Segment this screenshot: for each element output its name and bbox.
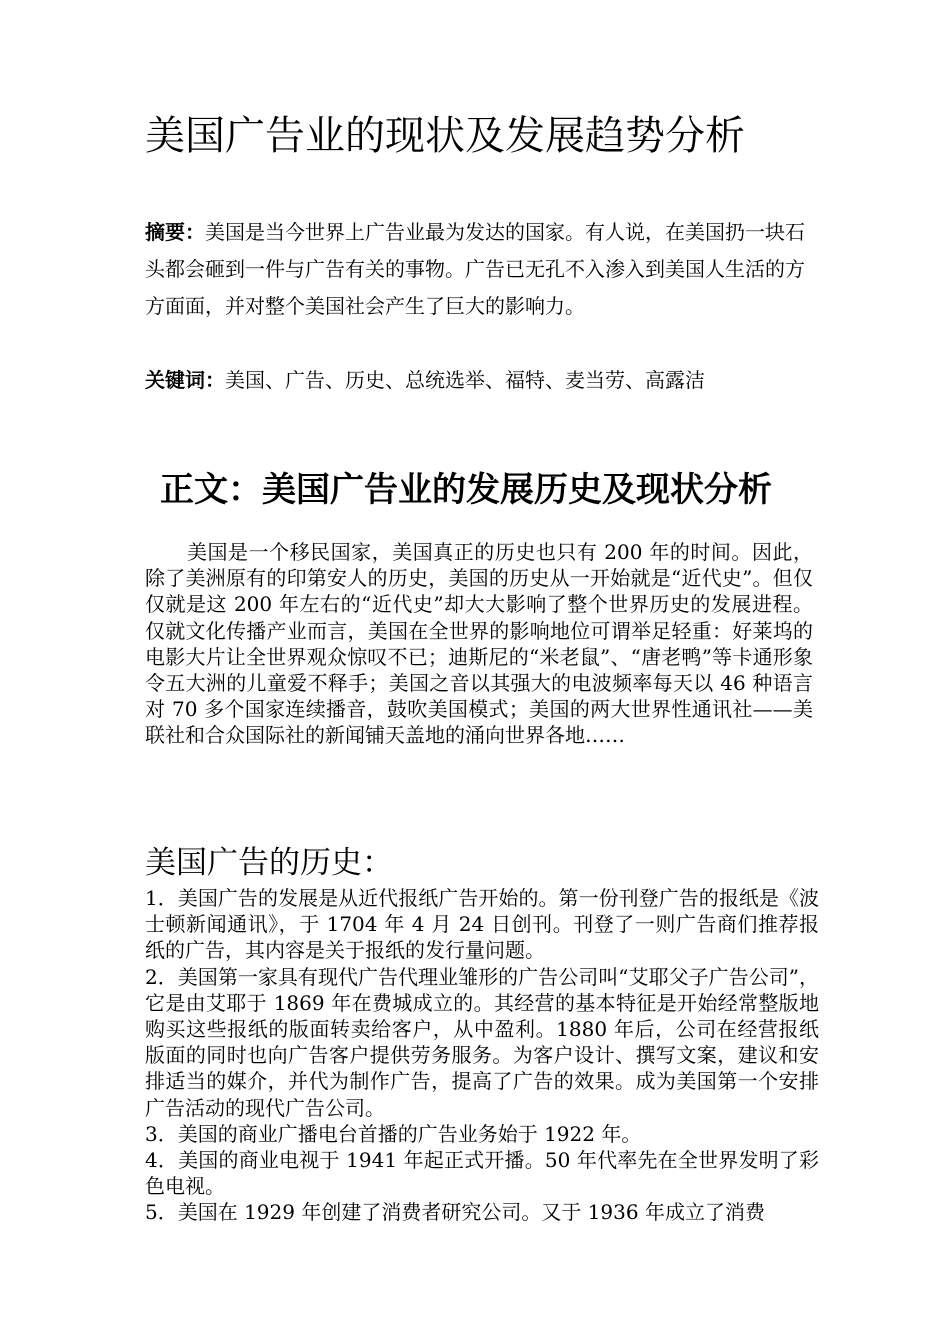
history-item: 4．美国的商业电视于 1941 年起正式开播。50 年代率先在全世界发明了彩色电视。: [145, 1148, 819, 1199]
abstract-text: 美国是当今世界上广告业最为发达的国家。有人说，在美国扔一块石头都会砸到一件与广告有关的事物。广告已无孔不入渗入到美国人生活的方方面面，并对整个美国社会产生了巨大的影响力。: [145, 220, 805, 318]
body-paragraph: 美国是一个移民国家，美国真正的历史也只有 200 年的时间。因此，除了美洲原有的印第安人的历史，美国的历史从一开始就是“近代史”。但仅仅就是这 200 年左右的“近代史”却大大影响了整个世界历史的发展进程。仅就文化传播产业而言，美国在全世界的影响地位可谓举足轻重：好莱坞的电影大片让全世界观众惊叹不已；迪斯尼的“米老鼠”、“唐老鸭”等卡通形象令五大洲的儿童爱不释手；美国之音以其强大的电波频率每天以 46 种语言对 70 多个国家连续播音，鼓吹美国模式；美国的两大世界性通讯社——美联社和合众国际社的新闻铺天盖地的涌向世界各地……: [145, 540, 813, 748]
abstract-label: 摘要：: [145, 220, 205, 244]
keywords-label: 关键词：: [145, 368, 225, 392]
history-item: 2．美国第一家具有现代广告代理业雏形的广告公司叫“艾耶父子广告公司”，它是由艾耶于 1869 年在费城成立的。其经营的基本特征是开始经常整版地购买这些报纸的版面转卖给客户，从中盈利。1880 年后，公司在经营报纸版面的同时也向广告客户提供劳务服务。为客户设计、撰写文案，建议和安排适当的媒介，并代为制作广告，提高了广告的效果。成为美国第一个安排广告活动的现代广告公司。: [145, 964, 819, 1120]
history-item: 5．美国在 1929 年创建了消费者研究公司。又于 1936 年成立了消费: [145, 1200, 765, 1225]
section-heading: 正文：美国广告业的发展历史及现状分析: [160, 470, 772, 510]
history-list: [145, 885, 819, 1226]
document-title: 美国广告业的现状及发展趋势分析: [145, 113, 745, 159]
abstract: [145, 214, 815, 325]
history-heading: 美国广告的历史：: [145, 845, 393, 881]
history-item: 3．美国的商业广播电台首播的广告业务始于 1922 年。: [145, 1121, 642, 1146]
keywords: [145, 364, 705, 396]
history-item: 1．美国广告的发展是从近代报纸广告开始的。第一份刊登广告的报纸是《波士顿新闻通讯》，于 1704 年 4 月 24 日创刊。刊登了一则广告商们推荐报纸的广告，其内容是关于报纸的发行量问题。: [145, 886, 819, 963]
keywords-text: 美国、广告、历史、总统选举、福特、麦当劳、高露洁: [225, 368, 705, 392]
